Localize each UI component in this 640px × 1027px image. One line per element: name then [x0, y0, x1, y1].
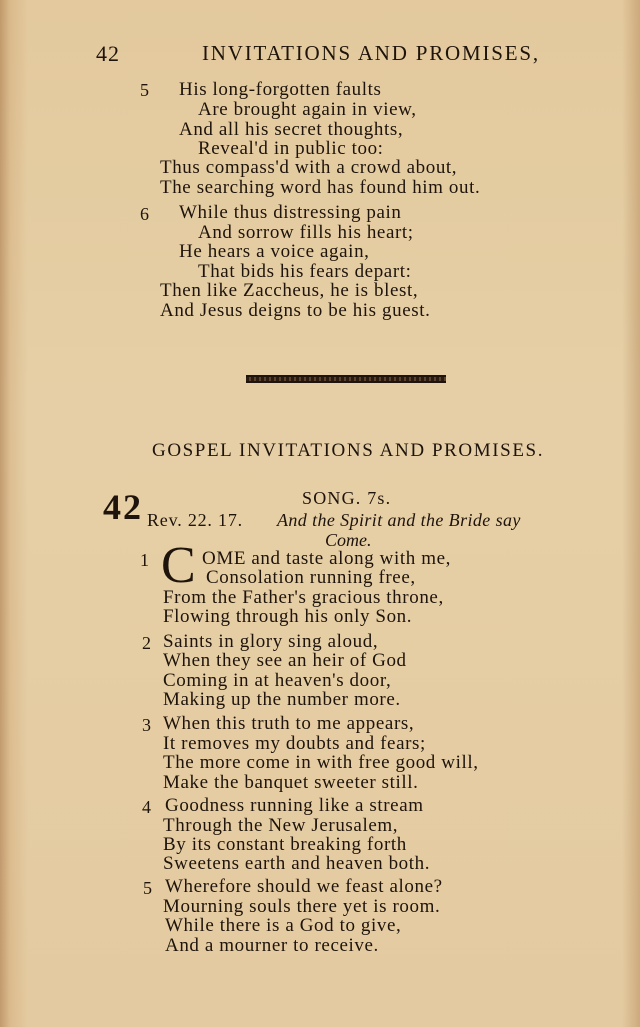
verse-line: Mourning souls there yet is room.	[163, 896, 441, 917]
verse-line: Wherefore should we feast alone?	[165, 876, 443, 897]
verse-line: OME and taste along with me,	[202, 548, 451, 569]
page-number: 42	[96, 41, 120, 66]
verse-line: Consolation running free,	[206, 567, 416, 588]
verse-line: The searching word has found him out.	[160, 177, 481, 198]
verse-line: Goodness running like a stream	[165, 795, 424, 816]
verse-line: That bids his fears depart:	[198, 261, 412, 282]
verse-line: By its constant breaking forth	[163, 834, 407, 855]
scripture-text-continued: Come.	[325, 530, 372, 550]
verse-line: From the Father's gracious throne,	[163, 587, 444, 608]
verse-line: Are brought again in view,	[198, 99, 417, 120]
stanza-number: 5	[140, 80, 149, 100]
verse-line: Flowing through his only Son.	[163, 606, 413, 627]
verse-line: Then like Zaccheus, he is blest,	[160, 280, 419, 301]
hymn-number: 42	[103, 487, 143, 527]
stanza-number: 4	[142, 797, 151, 817]
stanza-number: 5	[143, 878, 152, 898]
verse-line: And all his secret thoughts,	[179, 119, 404, 140]
verse-line: His long-forgotten faults	[179, 79, 382, 100]
verse-line: Through the New Jerusalem,	[163, 815, 399, 836]
drop-cap: C	[161, 537, 196, 594]
stanza-number: 2	[142, 633, 151, 653]
stanza-number: 1	[140, 550, 149, 570]
verse-line: While thus distressing pain	[179, 202, 402, 223]
verse-line: Sweetens earth and heaven both.	[163, 853, 431, 874]
verse-line: Make the banquet sweeter still.	[163, 772, 419, 793]
verse-line: Making up the number more.	[163, 689, 401, 710]
running-title: INVITATIONS AND PROMISES,	[202, 41, 540, 65]
verse-line: And sorrow fills his heart;	[198, 222, 414, 243]
scripture-text: And the Spirit and the Bride say	[277, 510, 521, 530]
verse-line: Coming in at heaven's door,	[163, 670, 392, 691]
ornamental-rule	[246, 375, 446, 383]
stanza-number: 3	[142, 715, 151, 735]
verse-line: When this truth to me appears,	[163, 713, 415, 734]
verse-line: When they see an heir of God	[163, 650, 407, 671]
verse-line: Saints in glory sing aloud,	[163, 631, 379, 652]
hymn-meter: SONG. 7s.	[302, 488, 392, 508]
verse-line: And Jesus deigns to be his guest.	[160, 300, 431, 321]
verse-line: And a mourner to receive.	[165, 935, 379, 956]
verse-line: He hears a voice again,	[179, 241, 370, 262]
section-title: GOSPEL INVITATIONS AND PROMISES.	[152, 440, 545, 461]
scripture-reference: Rev. 22. 17.	[147, 510, 243, 530]
verse-line: It removes my doubts and fears;	[163, 733, 426, 754]
stanza-number: 6	[140, 204, 149, 224]
verse-line: Thus compass'd with a crowd about,	[160, 157, 458, 178]
verse-line: While there is a God to give,	[165, 915, 402, 936]
verse-line: Reveal'd in public too:	[198, 138, 384, 159]
verse-line: The more come in with free good will,	[163, 752, 479, 773]
